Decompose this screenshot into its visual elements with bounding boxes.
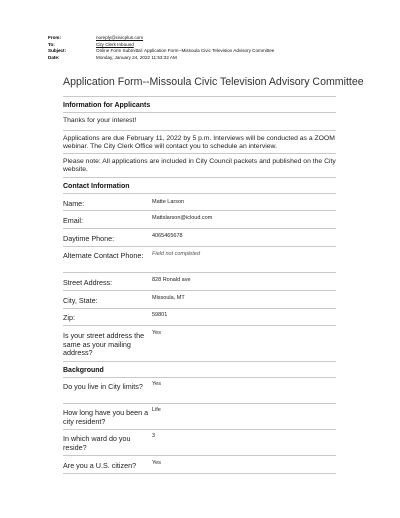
to-row — [48, 42, 274, 49]
street-address-label: Street Address: — [63, 278, 113, 287]
divider — [63, 455, 336, 456]
email-label: Email: — [63, 216, 83, 225]
divider — [63, 193, 336, 194]
divider — [63, 112, 336, 113]
date-row — [48, 55, 274, 62]
city-limits-answer: Yes — [152, 381, 161, 387]
city-state-label: City, State: — [63, 296, 98, 305]
divider — [63, 96, 336, 97]
divider — [63, 228, 336, 229]
city-limits-question: Do you live in City limits? — [63, 382, 143, 391]
divider — [63, 403, 336, 404]
divider — [63, 153, 336, 154]
divider — [63, 308, 336, 309]
to-label: To: — [48, 41, 55, 47]
thanks-text: Thanks for your interest! — [63, 117, 137, 124]
divider — [63, 246, 336, 247]
subject-label: Subject: — [48, 48, 67, 54]
divider — [63, 210, 336, 211]
divider — [63, 473, 336, 474]
mailing-address-question: Is your street address the same as your mailing address? — [63, 331, 145, 358]
date-value: Monday, January 24, 2022 11:53:32 AM — [96, 54, 177, 60]
daytime-phone-value: 4065465678 — [152, 233, 183, 239]
divider — [63, 177, 336, 178]
zip-label: Zip: — [63, 313, 75, 322]
city-state-value: Missoula, MT — [152, 295, 185, 301]
name-label: Name: — [63, 199, 85, 208]
divider — [63, 325, 336, 326]
from-link[interactable]: noreply@civicplus.com — [96, 35, 144, 40]
divider — [63, 361, 336, 362]
subject-value: Online Form Submittal: Application Form--Missoula Civic Television Advisory Committee — [96, 48, 275, 54]
citizen-answer: Yes — [152, 460, 161, 466]
ward-answer: 3 — [152, 433, 156, 439]
subject-row — [48, 48, 274, 55]
due-text: Applications are due February 11, 2022 by 5 p.m. Interviews will be conducted as a ZOOM webinar. The City Clerk Office will contact you to schedule an interview. — [63, 135, 335, 151]
form-title: Application Form--Missoula Civic Television Advisory Committee — [63, 76, 364, 88]
alternate-phone-value: Field not completed — [152, 251, 200, 257]
daytime-phone-label: Daytime Phone: — [63, 234, 115, 243]
divider — [63, 272, 336, 273]
email-header — [48, 35, 274, 61]
residency-length-answer: Life — [152, 407, 161, 413]
contact-heading: Contact Information — [63, 183, 130, 190]
divider — [63, 130, 336, 131]
alternate-phone-label: Alternate Contact Phone: — [63, 251, 144, 260]
divider — [63, 377, 336, 378]
info-heading: Information for Applicants — [63, 102, 151, 109]
mailing-address-answer: Yes — [152, 330, 161, 336]
date-label: Date: — [48, 54, 60, 60]
email-value: Mattslarson@icloud.com — [152, 215, 213, 221]
background-heading: Background — [63, 367, 104, 374]
citizen-question: Are you a U.S. citizen? — [63, 461, 137, 470]
ward-question: In which ward do you reside? — [63, 434, 131, 452]
divider — [63, 290, 336, 291]
note-text: Please note: All applications are included in City Council packets and published on the City website. — [63, 158, 336, 174]
from-label: From: — [48, 35, 62, 40]
street-address-value: 828 Ronald ave — [152, 277, 191, 283]
zip-value: 59801 — [152, 312, 168, 318]
divider — [63, 429, 336, 430]
to-link[interactable]: City Clerk Inbound — [96, 41, 134, 47]
residency-length-question: How long have you been a city resident? — [63, 408, 149, 426]
name-value: Matte Larson — [152, 199, 185, 205]
from-row — [48, 35, 274, 42]
